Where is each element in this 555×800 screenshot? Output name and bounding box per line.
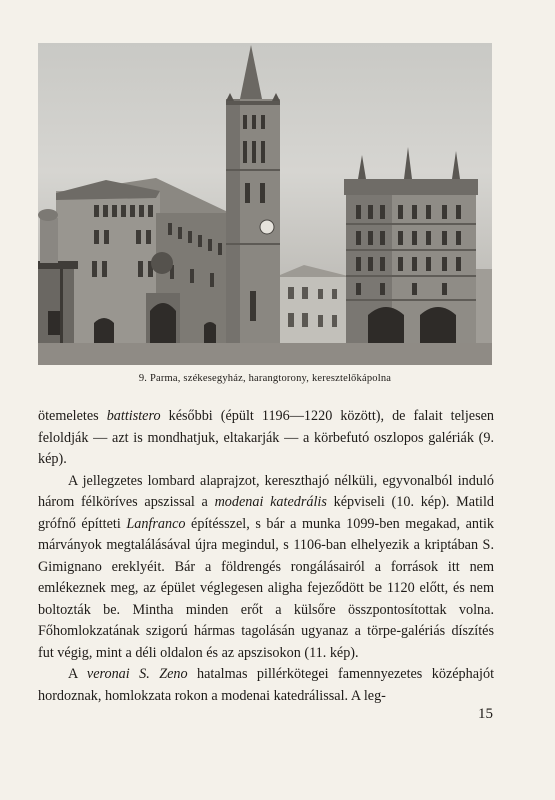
paragraph	[38, 471, 494, 665]
text-run: A	[68, 666, 87, 682]
text-run: képviseli (10. kép). Matild grófnő építteti	[38, 494, 495, 532]
italic-term: battistero	[106, 408, 161, 424]
photo-illustration	[38, 43, 492, 365]
body-text	[38, 406, 494, 707]
photograph-parma-cathedral-complex	[38, 43, 492, 365]
text-run: A jellegzetes lombard alaprajzot, kereszthajó nélküli, egyvonalból induló három félköríves apszissal a	[38, 472, 494, 510]
italic-term: Lanfranco	[126, 515, 186, 532]
text-run: hatalmas pillérkötegei famennyezetes középhajót hordoznak, homlokzata rokon a modenai katedrálissal. A leg-	[38, 666, 495, 704]
paragraph	[38, 406, 494, 471]
text-run: későbbi (épült 1196—1220 között), de falait teljesen feloldják — azt is mondhatjuk, eltakarják — a körbefutó oszlopos galériák (9. kép).	[38, 408, 494, 467]
paragraph	[38, 664, 494, 707]
text-run: ötemeletes	[38, 408, 107, 424]
figure-caption: 9. Parma, székesegyház, harangtorony, keresztelőkápolna	[138, 373, 392, 384]
text-run: építésszel, s bár a munka 1099-ben megakad, antik márványok megtalálásával újra megindul, s 1106-ban elhelyezik a kriptában S. Gimignano ereklyéit. Bár a földrengés rongálásairól a források itt nem emlékeznek meg, az épület véglegesen aligha fejeződött be 1120 előtt, és nem boltozták be. Mintha minden erőt a külsőre összpontosítottak volna. Főhomlokzatának szigorú hármas tagolásán ugyanaz a törpe-galériás díszítés fut végig, mint a déli oldalon és az apszisokon (11. kép).	[38, 515, 494, 661]
italic-term: modenai katedrális	[214, 494, 327, 510]
italic-term: veronai S. Zeno	[86, 666, 188, 682]
page-number: 15	[478, 706, 493, 722]
